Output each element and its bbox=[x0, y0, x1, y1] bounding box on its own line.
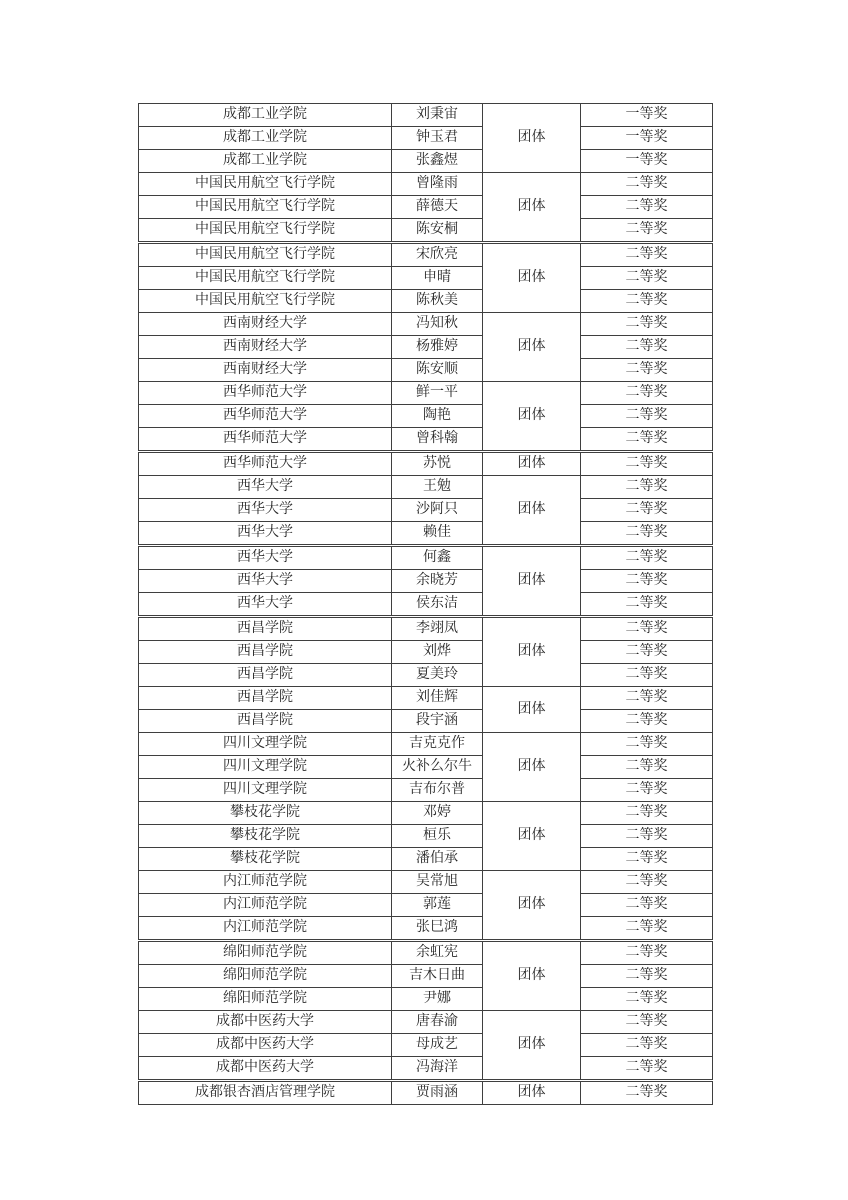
group-cell: 团体 bbox=[483, 173, 581, 243]
table-row bbox=[139, 917, 713, 941]
name-cell: 苏悦 bbox=[392, 452, 483, 476]
award-cell: 二等奖 bbox=[581, 871, 713, 894]
table-row bbox=[139, 1034, 713, 1057]
name-cell: 刘佳辉 bbox=[392, 687, 483, 710]
table-row bbox=[139, 382, 713, 405]
school-cell: 成都银杏酒店管理学院 bbox=[139, 1081, 392, 1105]
school-cell: 攀枝花学院 bbox=[139, 802, 392, 825]
table-row bbox=[139, 848, 713, 871]
award-cell: 二等奖 bbox=[581, 641, 713, 664]
award-cell: 二等奖 bbox=[581, 196, 713, 219]
school-cell: 西南财经大学 bbox=[139, 313, 392, 336]
group-cell: 团体 bbox=[483, 733, 581, 802]
name-cell: 何鑫 bbox=[392, 546, 483, 570]
name-cell: 火补么尔牛 bbox=[392, 756, 483, 779]
award-cell: 二等奖 bbox=[581, 1034, 713, 1057]
school-cell: 西华大学 bbox=[139, 546, 392, 570]
name-cell: 桓乐 bbox=[392, 825, 483, 848]
award-cell: 二等奖 bbox=[581, 965, 713, 988]
name-cell: 郭莲 bbox=[392, 894, 483, 917]
group-cell: 团体 bbox=[483, 1011, 581, 1081]
name-cell: 鲜一平 bbox=[392, 382, 483, 405]
school-cell: 成都中医药大学 bbox=[139, 1034, 392, 1057]
name-cell: 母成艺 bbox=[392, 1034, 483, 1057]
school-cell: 西华大学 bbox=[139, 593, 392, 617]
group-cell: 团体 bbox=[483, 243, 581, 313]
award-cell: 二等奖 bbox=[581, 756, 713, 779]
award-cell: 一等奖 bbox=[581, 127, 713, 150]
name-cell: 贾雨涵 bbox=[392, 1081, 483, 1105]
table-row bbox=[139, 779, 713, 802]
group-cell: 团体 bbox=[483, 687, 581, 733]
school-cell: 西华师范大学 bbox=[139, 405, 392, 428]
name-cell: 潘伯承 bbox=[392, 848, 483, 871]
school-cell: 成都工业学院 bbox=[139, 150, 392, 173]
school-cell: 西南财经大学 bbox=[139, 359, 392, 382]
school-cell: 西华大学 bbox=[139, 499, 392, 522]
award-cell: 二等奖 bbox=[581, 779, 713, 802]
table-row bbox=[139, 196, 713, 219]
name-cell: 张巳鸿 bbox=[392, 917, 483, 941]
table-row bbox=[139, 290, 713, 313]
award-cell: 一等奖 bbox=[581, 104, 713, 127]
table-row bbox=[139, 617, 713, 641]
name-cell: 曾隆雨 bbox=[392, 173, 483, 196]
table-row bbox=[139, 894, 713, 917]
award-cell: 二等奖 bbox=[581, 405, 713, 428]
school-cell: 西华师范大学 bbox=[139, 428, 392, 452]
award-cell: 二等奖 bbox=[581, 313, 713, 336]
group-cell: 团体 bbox=[483, 313, 581, 382]
school-cell: 西南财经大学 bbox=[139, 336, 392, 359]
table-row bbox=[139, 219, 713, 243]
school-cell: 西昌学院 bbox=[139, 664, 392, 687]
award-cell: 二等奖 bbox=[581, 219, 713, 243]
name-cell: 吉布尔普 bbox=[392, 779, 483, 802]
table-row bbox=[139, 546, 713, 570]
table-row bbox=[139, 150, 713, 173]
name-cell: 刘烨 bbox=[392, 641, 483, 664]
table-row bbox=[139, 267, 713, 290]
school-cell: 西华大学 bbox=[139, 570, 392, 593]
school-cell: 西华师范大学 bbox=[139, 452, 392, 476]
school-cell: 西昌学院 bbox=[139, 641, 392, 664]
table-row bbox=[139, 1081, 713, 1105]
table-row bbox=[139, 313, 713, 336]
table-row bbox=[139, 965, 713, 988]
table-row bbox=[139, 522, 713, 546]
table-row bbox=[139, 756, 713, 779]
name-cell: 吴常旭 bbox=[392, 871, 483, 894]
award-cell: 二等奖 bbox=[581, 825, 713, 848]
award-cell: 二等奖 bbox=[581, 802, 713, 825]
award-cell: 二等奖 bbox=[581, 382, 713, 405]
table-row bbox=[139, 1011, 713, 1034]
table-row bbox=[139, 641, 713, 664]
award-cell: 二等奖 bbox=[581, 894, 713, 917]
table-row bbox=[139, 570, 713, 593]
school-cell: 攀枝花学院 bbox=[139, 825, 392, 848]
group-cell: 团体 bbox=[483, 871, 581, 941]
name-cell: 冯海洋 bbox=[392, 1057, 483, 1081]
award-cell: 二等奖 bbox=[581, 687, 713, 710]
award-cell: 二等奖 bbox=[581, 1081, 713, 1105]
award-cell: 二等奖 bbox=[581, 617, 713, 641]
school-cell: 成都工业学院 bbox=[139, 127, 392, 150]
name-cell: 吉木日曲 bbox=[392, 965, 483, 988]
school-cell: 中国民用航空飞行学院 bbox=[139, 243, 392, 267]
name-cell: 薛德天 bbox=[392, 196, 483, 219]
name-cell: 张鑫煜 bbox=[392, 150, 483, 173]
award-cell: 二等奖 bbox=[581, 733, 713, 756]
table-row bbox=[139, 452, 713, 476]
award-cell: 二等奖 bbox=[581, 546, 713, 570]
school-cell: 西昌学院 bbox=[139, 710, 392, 733]
school-cell: 西昌学院 bbox=[139, 617, 392, 641]
group-cell: 团体 bbox=[483, 617, 581, 687]
group-cell: 团体 bbox=[483, 452, 581, 476]
table-row bbox=[139, 687, 713, 710]
school-cell: 西华大学 bbox=[139, 476, 392, 499]
name-cell: 夏美玲 bbox=[392, 664, 483, 687]
school-cell: 成都中医药大学 bbox=[139, 1057, 392, 1081]
name-cell: 陈安桐 bbox=[392, 219, 483, 243]
group-cell: 团体 bbox=[483, 1081, 581, 1105]
award-cell: 二等奖 bbox=[581, 917, 713, 941]
table-row bbox=[139, 428, 713, 452]
table-row bbox=[139, 405, 713, 428]
school-cell: 中国民用航空飞行学院 bbox=[139, 196, 392, 219]
table-row bbox=[139, 127, 713, 150]
school-cell: 攀枝花学院 bbox=[139, 848, 392, 871]
award-cell: 二等奖 bbox=[581, 243, 713, 267]
name-cell: 陈秋美 bbox=[392, 290, 483, 313]
award-cell: 一等奖 bbox=[581, 150, 713, 173]
table-row bbox=[139, 104, 713, 127]
school-cell: 四川文理学院 bbox=[139, 756, 392, 779]
name-cell: 申晴 bbox=[392, 267, 483, 290]
school-cell: 内江师范学院 bbox=[139, 871, 392, 894]
award-cell: 二等奖 bbox=[581, 988, 713, 1011]
school-cell: 西华师范大学 bbox=[139, 382, 392, 405]
table-row bbox=[139, 733, 713, 756]
school-cell: 四川文理学院 bbox=[139, 779, 392, 802]
table-row bbox=[139, 941, 713, 965]
name-cell: 宋欣亮 bbox=[392, 243, 483, 267]
table-row bbox=[139, 243, 713, 267]
school-cell: 绵阳师范学院 bbox=[139, 965, 392, 988]
name-cell: 沙阿只 bbox=[392, 499, 483, 522]
award-cell: 二等奖 bbox=[581, 522, 713, 546]
award-cell: 二等奖 bbox=[581, 476, 713, 499]
name-cell: 唐春渝 bbox=[392, 1011, 483, 1034]
school-cell: 四川文理学院 bbox=[139, 733, 392, 756]
table-row bbox=[139, 871, 713, 894]
award-cell: 二等奖 bbox=[581, 290, 713, 313]
school-cell: 成都中医药大学 bbox=[139, 1011, 392, 1034]
name-cell: 陶艳 bbox=[392, 405, 483, 428]
table-row bbox=[139, 802, 713, 825]
award-cell: 二等奖 bbox=[581, 1057, 713, 1081]
award-cell: 二等奖 bbox=[581, 428, 713, 452]
name-cell: 杨雅婷 bbox=[392, 336, 483, 359]
table-row bbox=[139, 988, 713, 1011]
school-cell: 西华大学 bbox=[139, 522, 392, 546]
table-row bbox=[139, 664, 713, 687]
table-row bbox=[139, 825, 713, 848]
table-row bbox=[139, 710, 713, 733]
name-cell: 段宇涵 bbox=[392, 710, 483, 733]
name-cell: 吉克克作 bbox=[392, 733, 483, 756]
award-cell: 二等奖 bbox=[581, 593, 713, 617]
table-row bbox=[139, 593, 713, 617]
group-cell: 团体 bbox=[483, 382, 581, 452]
school-cell: 中国民用航空飞行学院 bbox=[139, 219, 392, 243]
school-cell: 中国民用航空飞行学院 bbox=[139, 173, 392, 196]
award-cell: 二等奖 bbox=[581, 173, 713, 196]
table-row bbox=[139, 173, 713, 196]
school-cell: 绵阳师范学院 bbox=[139, 988, 392, 1011]
table-row bbox=[139, 499, 713, 522]
name-cell: 冯知秋 bbox=[392, 313, 483, 336]
award-cell: 二等奖 bbox=[581, 336, 713, 359]
group-cell: 团体 bbox=[483, 104, 581, 173]
table-row bbox=[139, 359, 713, 382]
name-cell: 曾科翰 bbox=[392, 428, 483, 452]
name-cell: 余虹宪 bbox=[392, 941, 483, 965]
award-cell: 二等奖 bbox=[581, 1011, 713, 1034]
name-cell: 侯东洁 bbox=[392, 593, 483, 617]
award-cell: 二等奖 bbox=[581, 570, 713, 593]
name-cell: 赖佳 bbox=[392, 522, 483, 546]
name-cell: 尹娜 bbox=[392, 988, 483, 1011]
name-cell: 余晓芳 bbox=[392, 570, 483, 593]
name-cell: 钟玉君 bbox=[392, 127, 483, 150]
table-row bbox=[139, 1057, 713, 1081]
school-cell: 中国民用航空飞行学院 bbox=[139, 267, 392, 290]
group-cell: 团体 bbox=[483, 546, 581, 617]
award-cell: 二等奖 bbox=[581, 452, 713, 476]
school-cell: 西昌学院 bbox=[139, 687, 392, 710]
award-table bbox=[138, 103, 713, 1105]
award-cell: 二等奖 bbox=[581, 267, 713, 290]
award-cell: 二等奖 bbox=[581, 710, 713, 733]
award-cell: 二等奖 bbox=[581, 359, 713, 382]
group-cell: 团体 bbox=[483, 802, 581, 871]
award-cell: 二等奖 bbox=[581, 499, 713, 522]
name-cell: 邓婷 bbox=[392, 802, 483, 825]
award-cell: 二等奖 bbox=[581, 848, 713, 871]
group-cell: 团体 bbox=[483, 476, 581, 546]
name-cell: 刘秉宙 bbox=[392, 104, 483, 127]
school-cell: 绵阳师范学院 bbox=[139, 941, 392, 965]
award-table-body bbox=[139, 104, 713, 1105]
table-row bbox=[139, 476, 713, 499]
school-cell: 内江师范学院 bbox=[139, 894, 392, 917]
group-cell: 团体 bbox=[483, 941, 581, 1011]
award-cell: 二等奖 bbox=[581, 664, 713, 687]
school-cell: 中国民用航空飞行学院 bbox=[139, 290, 392, 313]
name-cell: 陈安顺 bbox=[392, 359, 483, 382]
table-row bbox=[139, 336, 713, 359]
award-cell: 二等奖 bbox=[581, 941, 713, 965]
name-cell: 王勉 bbox=[392, 476, 483, 499]
name-cell: 李翊凤 bbox=[392, 617, 483, 641]
school-cell: 内江师范学院 bbox=[139, 917, 392, 941]
school-cell: 成都工业学院 bbox=[139, 104, 392, 127]
